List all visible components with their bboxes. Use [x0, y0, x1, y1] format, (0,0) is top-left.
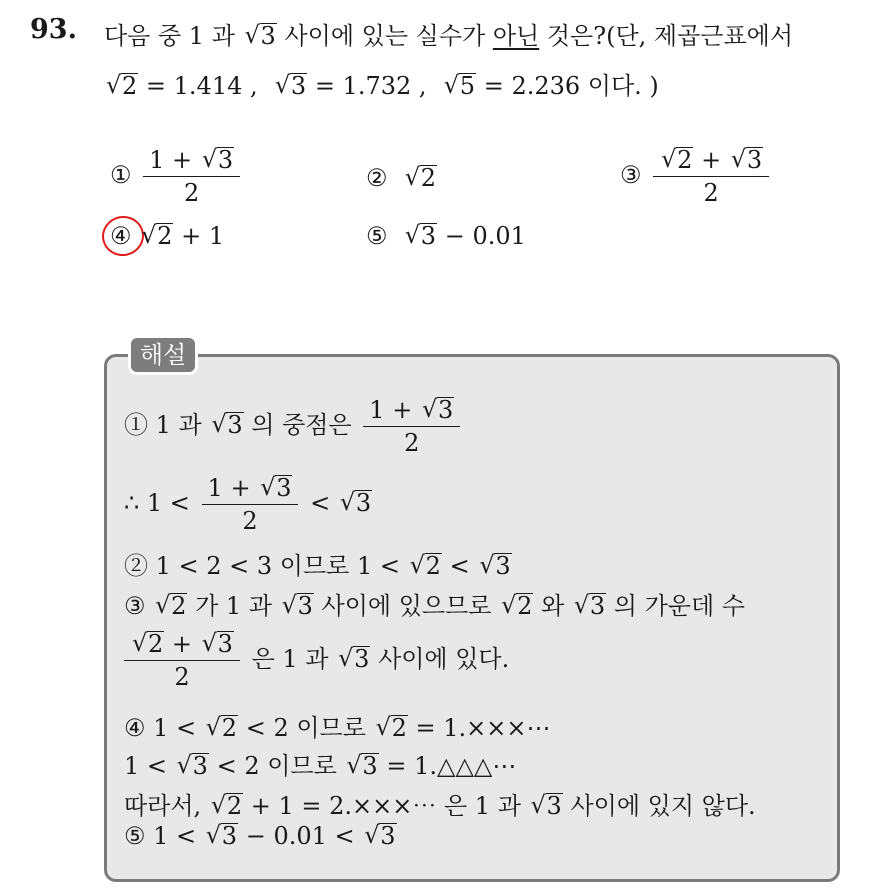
- question-number: 93.: [30, 14, 77, 45]
- explanation-line-8: 따라서, √ 2 + 1 = 2.×××⋯ 은 1 과 √ 3 사이에 있지 않다.: [124, 786, 756, 821]
- explanation-line-7: 1 < √ 3 < 2 이므로 √ 3 = 1.△△△⋯: [124, 746, 516, 781]
- explanation-line-6: ④ 1 < √ 2 < 2 이므로 √ 2 = 1.×××⋯: [124, 708, 550, 743]
- question-line-1: 다음 중 1 과 √ 3 사이에 있는 실수가 아닌 것은?(단, 제곱근표에서: [104, 16, 793, 51]
- explanation-line-4: ③ √ 2 가 1 과 √ 3 사이에 있으므로 √ 2 와 √ 3 의 가운데 수: [124, 586, 745, 621]
- explanation-line-1: ① 1 과 √ 3 의 중점은 $\frac{1 + √ 3}{2}$: [124, 396, 464, 457]
- choice-5[interactable]: ⑤ √ 3 − 0.01: [366, 222, 526, 250]
- explanation-line-3: ② 1 < 2 < 3 이므로 1 < √ 2 < √ 3: [124, 546, 512, 581]
- explanation-line-5: √ $\frac{2 + √ 3}{2}$ 은 1 과 √ 3 사이에 있다.: [120, 630, 509, 691]
- sqrt-3: √ 3: [245, 22, 277, 50]
- explanation-line-2: ∴ 1 < $\frac{1 + √ 3}{2}$ < √ 3: [124, 474, 372, 535]
- explanation-tag: 해설: [128, 335, 198, 375]
- explanation-line-9: ⑤ 1 < √ 3 − 0.01 < √ 3: [124, 822, 397, 850]
- question-text: 다음 중 1 과: [104, 22, 235, 50]
- choice-2[interactable]: ② √ 2: [366, 164, 437, 192]
- choice-1[interactable]: ① $\frac{1 + √ 3}{2}$: [110, 146, 244, 207]
- choice-3[interactable]: ③ √ $\frac{2 + √ 3}{2}$: [620, 146, 773, 207]
- choice-4[interactable]: ④ √ 2 + 1: [110, 222, 224, 250]
- underlined-not: 아닌: [492, 22, 540, 50]
- question-condition: √ 2 = 1.414 , √ 3 = 1.732 , √ 5 = 2.236 이다. ): [104, 66, 659, 101]
